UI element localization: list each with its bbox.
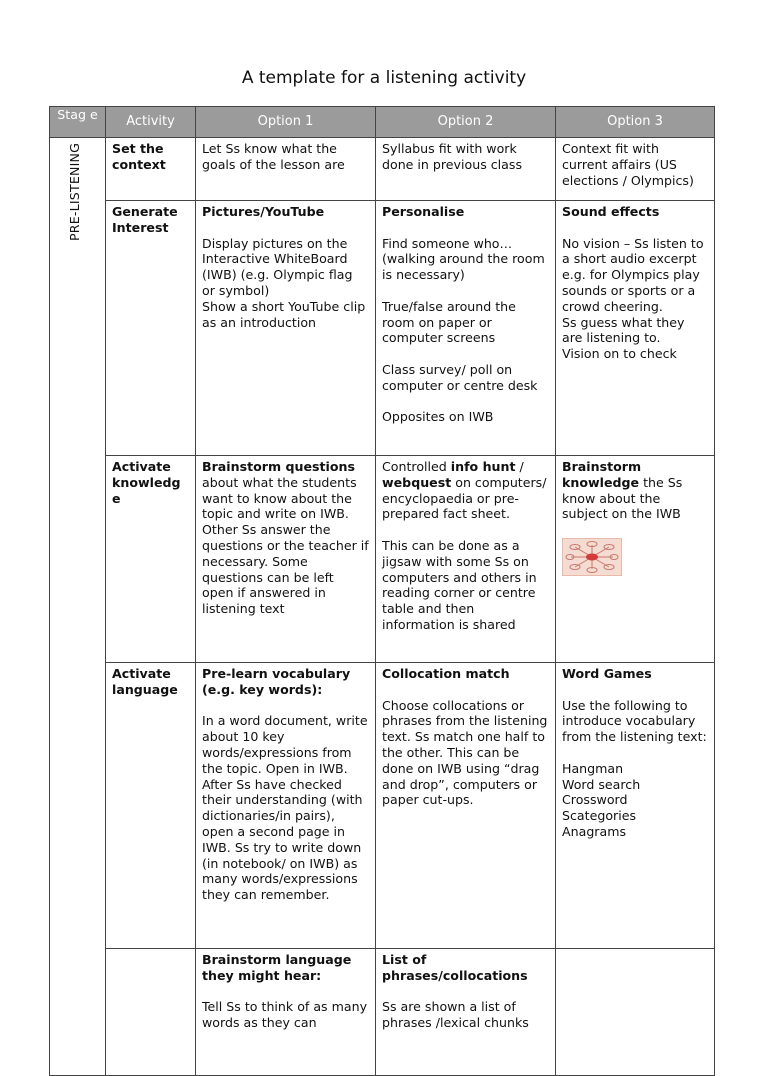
table-row [50, 138, 715, 201]
option3-cell [556, 201, 715, 456]
option2-cell [376, 138, 556, 201]
cell-text: Ss guess what they are listening to. [562, 314, 685, 346]
stage-cell [50, 138, 106, 1076]
cell-text: Syllabus fit with work done in previous class [382, 141, 523, 172]
activity-table [49, 106, 715, 1076]
bold-phrase: Brainstorm knowledge [562, 459, 642, 490]
bold-phrase: info hunt [450, 459, 516, 474]
option3-cell [556, 663, 715, 949]
cell-text: Choose collocations or phrases from the listening text. Ss match one half to the other. This can be done on IWB using “drag and drop”, computers or paper cut-ups. [382, 697, 548, 808]
cell-text: Class survey/ poll on computer or centre desk [382, 361, 538, 393]
text-mid: / [515, 459, 524, 474]
header-stage: Stag e [50, 107, 106, 138]
cell-text: Tell Ss to think of as many words as they can [202, 999, 368, 1031]
cell-title: Collocation match [382, 666, 510, 681]
option2-cell [376, 456, 556, 663]
activity-cell: Activate language [106, 663, 196, 949]
option2-cell [376, 201, 556, 456]
option2-cell [376, 949, 556, 1076]
cell-text: Let Ss know what the goals of the lesson are [202, 141, 345, 172]
option3-cell [556, 456, 715, 663]
mindmap-thumbnail [562, 538, 622, 576]
list-item: Hangman [562, 760, 624, 776]
cell-text: True/false around the room on paper or computer screens [382, 298, 516, 346]
cell-text: Show a short YouTube clip as an introduction [202, 298, 366, 330]
cell-text: Use the following to introduce vocabulary from the listening text: [562, 697, 707, 745]
cell-text: Find someone who… (walking around the room is necessary) [382, 235, 545, 283]
cell-text [562, 459, 708, 522]
cell-text [202, 459, 369, 617]
header-option1: Option 1 [196, 107, 376, 138]
cell-title: Word Games [562, 666, 652, 681]
option3-cell [556, 949, 715, 1076]
cell-text: No vision – Ss listen to a short audio excerpt e.g. for Olympics play sounds or sports or a crowd cheering. [562, 235, 704, 314]
cell-text-rest: the Ss know about the subject on the IWB [562, 474, 683, 522]
cell-text: In a word document, write about 10 key words/expressions from the topic. Open in IWB. After Ss have checked their understanding (with dictionaries/in pairs), open a second page in IWB. Ss try to write down (in notebook/ on IWB) as many words/expressions they can remember. [202, 713, 368, 903]
list-item: Crossword [562, 792, 628, 808]
cell-text: Ss are shown a list of phrases /lexical chunks [382, 999, 529, 1031]
option1-cell [196, 949, 376, 1076]
cell-title: Pictures/YouTube [202, 204, 325, 219]
cell-title: List of phrases/collocations [382, 952, 528, 983]
option1-cell [196, 201, 376, 456]
table-row [50, 949, 715, 1076]
cell-title: Personalise [382, 204, 465, 219]
option3-cell [556, 138, 715, 201]
activity-cell: Activate knowledg e [106, 456, 196, 663]
cell-title: Pre-learn vocabulary (e.g. key words): [202, 666, 351, 697]
option2-cell [376, 663, 556, 949]
table-row [50, 663, 715, 949]
list-item: Scategories [562, 808, 637, 824]
list-item: Word search [562, 776, 641, 792]
table-row [50, 201, 715, 456]
cell-text [382, 459, 549, 522]
cell-text: Vision on to check [562, 346, 677, 362]
cell-text: Context fit with current affairs (US elections / Olympics) [562, 141, 694, 188]
activity-cell: Generate Interest [106, 201, 196, 456]
page-title: A template for a listening activity [241, 68, 527, 88]
cell-text-rest: on computers/ encyclopaedia or pre-prepared fact sheet. [382, 474, 547, 522]
header-option3: Option 3 [556, 107, 715, 138]
table-row [50, 456, 715, 663]
cell-title: Sound effects [562, 204, 660, 219]
list-item: Anagrams [562, 823, 627, 839]
text-pre: Controlled [382, 459, 451, 474]
header-activity: Activity [106, 107, 196, 138]
header-option2: Option 2 [376, 107, 556, 138]
option1-cell [196, 663, 376, 949]
bold-phrase: webquest [382, 474, 452, 490]
cell-title: Brainstorm language they might hear: [202, 952, 352, 983]
option1-cell [196, 456, 376, 663]
table-header-row [50, 107, 715, 138]
cell-text: Display pictures on the Interactive WhiteBoard (IWB) (e.g. Olympic flag or symbol) [202, 235, 353, 298]
activity-cell: Set the context [106, 138, 196, 201]
cell-text-rest: about what the students want to know about the topic and write on IWB. Other Ss answer the questions or the teacher if necessary. Some questions can be left open if answered in listening text [202, 474, 369, 617]
cell-text: This can be done as a jigsaw with some Ss on computers and others in reading corner or centre table and then information is shared [382, 537, 537, 632]
stage-label: PRE-LISTENING [67, 142, 82, 241]
activity-cell [106, 949, 196, 1076]
cell-text: Opposites on IWB [382, 409, 494, 425]
bold-phrase: Brainstorm questions [202, 459, 355, 474]
option1-cell [196, 138, 376, 201]
